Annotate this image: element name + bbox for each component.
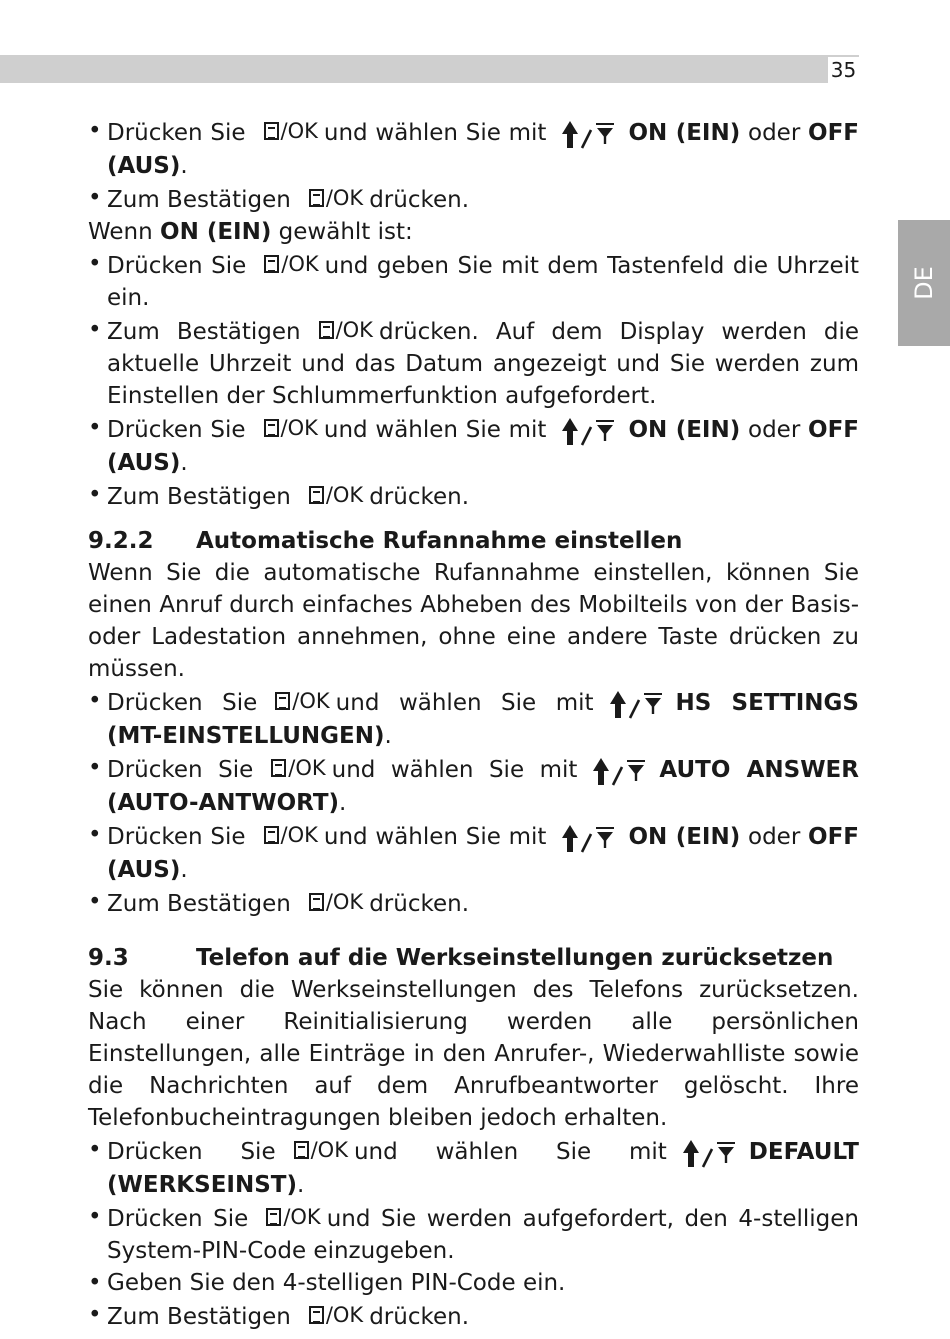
bullet-item bbox=[88, 886, 859, 920]
instruction-verb: Drücken Sie bbox=[107, 824, 246, 850]
text-run: gewählt ist: bbox=[271, 219, 413, 245]
instruction-verb: Drücken Sie bbox=[107, 417, 246, 443]
up-down-nav-icon bbox=[560, 822, 618, 854]
text-run: und Sie werden aufgefordert, den 4-stelligen System-PIN-Code einzugeben. bbox=[107, 1206, 859, 1264]
menu-key-glyph bbox=[294, 1141, 309, 1159]
text-run: Sie können die Werkseinstellungen des Telefons zurücksetzen. Nach einer Reinitialisierung werden alle persönlichen Einstellungen, alle Einträge in den Anrufer-, Wiederwahlliste sowie die Nachrichten auf dem Anrufbeantworter gelöscht. Ihre Telefonbucheintragungen bleiben jedoch erhalten. bbox=[88, 977, 859, 1131]
menu-ok-key-icon bbox=[264, 115, 318, 147]
text-run: drücken. bbox=[369, 1304, 470, 1330]
text-run: oder bbox=[740, 120, 809, 146]
language-tab bbox=[898, 220, 950, 346]
menu-ok-key-icon bbox=[319, 314, 373, 346]
menu-ok-key-icon bbox=[309, 886, 363, 918]
up-down-nav-icon bbox=[591, 755, 649, 787]
ok-key-label: /OK bbox=[335, 318, 373, 342]
menu-ok-key-icon bbox=[275, 685, 329, 717]
text-run: drücken. Auf dem Display werden die aktuelle Uhrzeit und das Datum angezeigt und Sie werden zum Einstellen der Schlummerfunktion aufgefordert. bbox=[107, 319, 859, 409]
menu-ok-key-icon bbox=[294, 1134, 348, 1166]
instruction-verb: Drücken Sie bbox=[107, 253, 247, 279]
text-run: . bbox=[180, 857, 188, 883]
menu-key-glyph bbox=[264, 122, 279, 140]
instruction-mid: und wählen Sie mit bbox=[331, 757, 578, 783]
bullet-item bbox=[88, 182, 859, 216]
ok-key-label: /OK bbox=[280, 823, 318, 847]
text-run: . bbox=[180, 153, 188, 179]
bullet-item bbox=[88, 1134, 859, 1201]
bullet-item bbox=[88, 248, 859, 314]
bold-term: ON (EIN) bbox=[628, 824, 741, 850]
bullet-item bbox=[88, 752, 859, 819]
section-title: Telefon auf die Werkseinstellungen zurücksetzen bbox=[196, 945, 834, 971]
instruction-verb: Drücken Sie bbox=[107, 1206, 249, 1232]
instruction-verb: Zum Bestätigen bbox=[107, 1304, 291, 1330]
bullet-item bbox=[88, 314, 859, 412]
instruction-mid: und wählen Sie mit bbox=[335, 690, 594, 716]
instruction-verb: Drücken Sie bbox=[107, 757, 254, 783]
menu-key-glyph bbox=[309, 893, 324, 911]
text-run: oder bbox=[740, 824, 809, 850]
menu-key-glyph bbox=[266, 1208, 281, 1226]
bold-term: AUTO ANSWER (AUTO-ANTWORT) bbox=[107, 757, 859, 816]
bold-term: ON (EIN) bbox=[628, 120, 741, 146]
bullet-item bbox=[88, 1267, 859, 1299]
instruction-mid: und wählen Sie mit bbox=[353, 1139, 667, 1165]
ok-key-label: /OK bbox=[283, 1205, 321, 1229]
text-run: Wenn Sie die automatische Rufannahme einstellen, können Sie einen Anruf durch einfaches Abheben des Mobilteils von der Basis- oder Ladestation annehmen, ohne eine andere Taste drücken zu müssen. bbox=[88, 560, 859, 682]
menu-key-glyph bbox=[264, 255, 279, 273]
bold-term: OFF (AUS) bbox=[107, 417, 860, 476]
paragraph bbox=[88, 557, 859, 685]
instruction-mid: und wählen Sie mit bbox=[323, 824, 547, 850]
instruction-verb: Drücken Sie bbox=[107, 690, 258, 716]
bullet-item bbox=[88, 685, 859, 752]
section-title: Automatische Rufannahme einstellen bbox=[196, 528, 683, 554]
menu-key-glyph bbox=[309, 1306, 324, 1324]
menu-key-glyph bbox=[275, 692, 290, 710]
menu-ok-key-icon bbox=[309, 1299, 363, 1331]
instruction-mid: und wählen Sie mit bbox=[323, 120, 547, 146]
menu-key-glyph bbox=[309, 486, 324, 504]
menu-ok-key-icon bbox=[266, 1201, 320, 1233]
text-run: und geben Sie mit dem Tastenfeld die Uhrzeit ein. bbox=[107, 253, 859, 311]
bullet-item bbox=[88, 479, 859, 513]
instruction-mid: und wählen Sie mit bbox=[323, 417, 547, 443]
text-run: drücken. bbox=[369, 891, 470, 917]
section-number: 9.3 bbox=[88, 945, 129, 971]
ok-key-label: /OK bbox=[325, 890, 364, 914]
text-run: drücken. bbox=[369, 187, 470, 213]
instruction-verb: Zum Bestätigen bbox=[107, 484, 291, 510]
bullet-item bbox=[88, 819, 859, 886]
ok-key-label: /OK bbox=[292, 689, 330, 713]
text-run: . bbox=[384, 723, 392, 749]
bullet-text: Geben Sie den 4-stelligen PIN-Code ein. bbox=[107, 1270, 566, 1296]
up-down-nav-icon bbox=[560, 118, 618, 150]
ok-key-label: /OK bbox=[288, 756, 326, 780]
instruction-verb: Zum Bestätigen bbox=[107, 187, 291, 213]
paragraph bbox=[88, 974, 859, 1134]
ok-key-label: /OK bbox=[281, 252, 319, 276]
menu-ok-key-icon bbox=[271, 752, 325, 784]
section-heading-9-2-2 bbox=[88, 525, 859, 557]
bullet-item bbox=[88, 1201, 859, 1267]
ok-key-label: /OK bbox=[325, 1303, 364, 1327]
bold-term: HS SETTINGS (MT-EINSTELLUNGEN) bbox=[107, 690, 859, 749]
ok-key-label: /OK bbox=[325, 186, 364, 210]
instruction-verb: Drücken Sie bbox=[107, 120, 246, 146]
bullet-item bbox=[88, 1299, 859, 1333]
text-run: . bbox=[180, 450, 188, 476]
bold-term: OFF (AUS) bbox=[107, 824, 860, 883]
instruction-verb: Drücken Sie bbox=[107, 1139, 276, 1165]
menu-ok-key-icon bbox=[264, 248, 318, 280]
bold-term: ON (EIN) bbox=[628, 417, 741, 443]
menu-key-glyph bbox=[309, 189, 324, 207]
manual-content bbox=[88, 115, 859, 1333]
language-tab-label: DE bbox=[910, 266, 938, 300]
up-down-nav-icon bbox=[608, 688, 666, 720]
menu-ok-key-icon bbox=[264, 412, 318, 444]
ok-key-label: /OK bbox=[325, 483, 364, 507]
instruction-verb: Zum Bestätigen bbox=[107, 319, 301, 345]
section-number: 9.2.2 bbox=[88, 528, 154, 554]
text-run: oder bbox=[740, 417, 809, 443]
up-down-nav-icon bbox=[681, 1137, 739, 1169]
section-heading-9-3 bbox=[88, 942, 859, 974]
ok-key-label: /OK bbox=[310, 1138, 348, 1162]
menu-key-glyph bbox=[319, 321, 334, 339]
paragraph bbox=[88, 216, 859, 248]
menu-key-glyph bbox=[271, 759, 286, 777]
menu-ok-key-icon bbox=[309, 479, 363, 511]
text-run: . bbox=[296, 1172, 305, 1198]
ok-key-label: /OK bbox=[280, 119, 318, 143]
bold-term: OFF (AUS) bbox=[107, 120, 860, 179]
text-run: Wenn bbox=[88, 219, 161, 245]
text-run: . bbox=[339, 790, 347, 816]
bold-term: ON (EIN) bbox=[160, 219, 272, 245]
bullet-item bbox=[88, 412, 859, 479]
text-run: drücken. bbox=[369, 484, 470, 510]
menu-key-glyph bbox=[264, 826, 279, 844]
up-down-nav-icon bbox=[560, 415, 618, 447]
menu-key-glyph bbox=[264, 419, 279, 437]
menu-ok-key-icon bbox=[264, 819, 318, 851]
page-number: 35 bbox=[828, 55, 859, 83]
ok-key-label: /OK bbox=[280, 416, 318, 440]
bold-term: DEFAULT (WERKSEINST) bbox=[107, 1139, 859, 1198]
header-bar bbox=[0, 55, 828, 83]
menu-ok-key-icon bbox=[309, 182, 363, 214]
instruction-verb: Zum Bestätigen bbox=[107, 891, 291, 917]
bullet-item bbox=[88, 115, 859, 182]
